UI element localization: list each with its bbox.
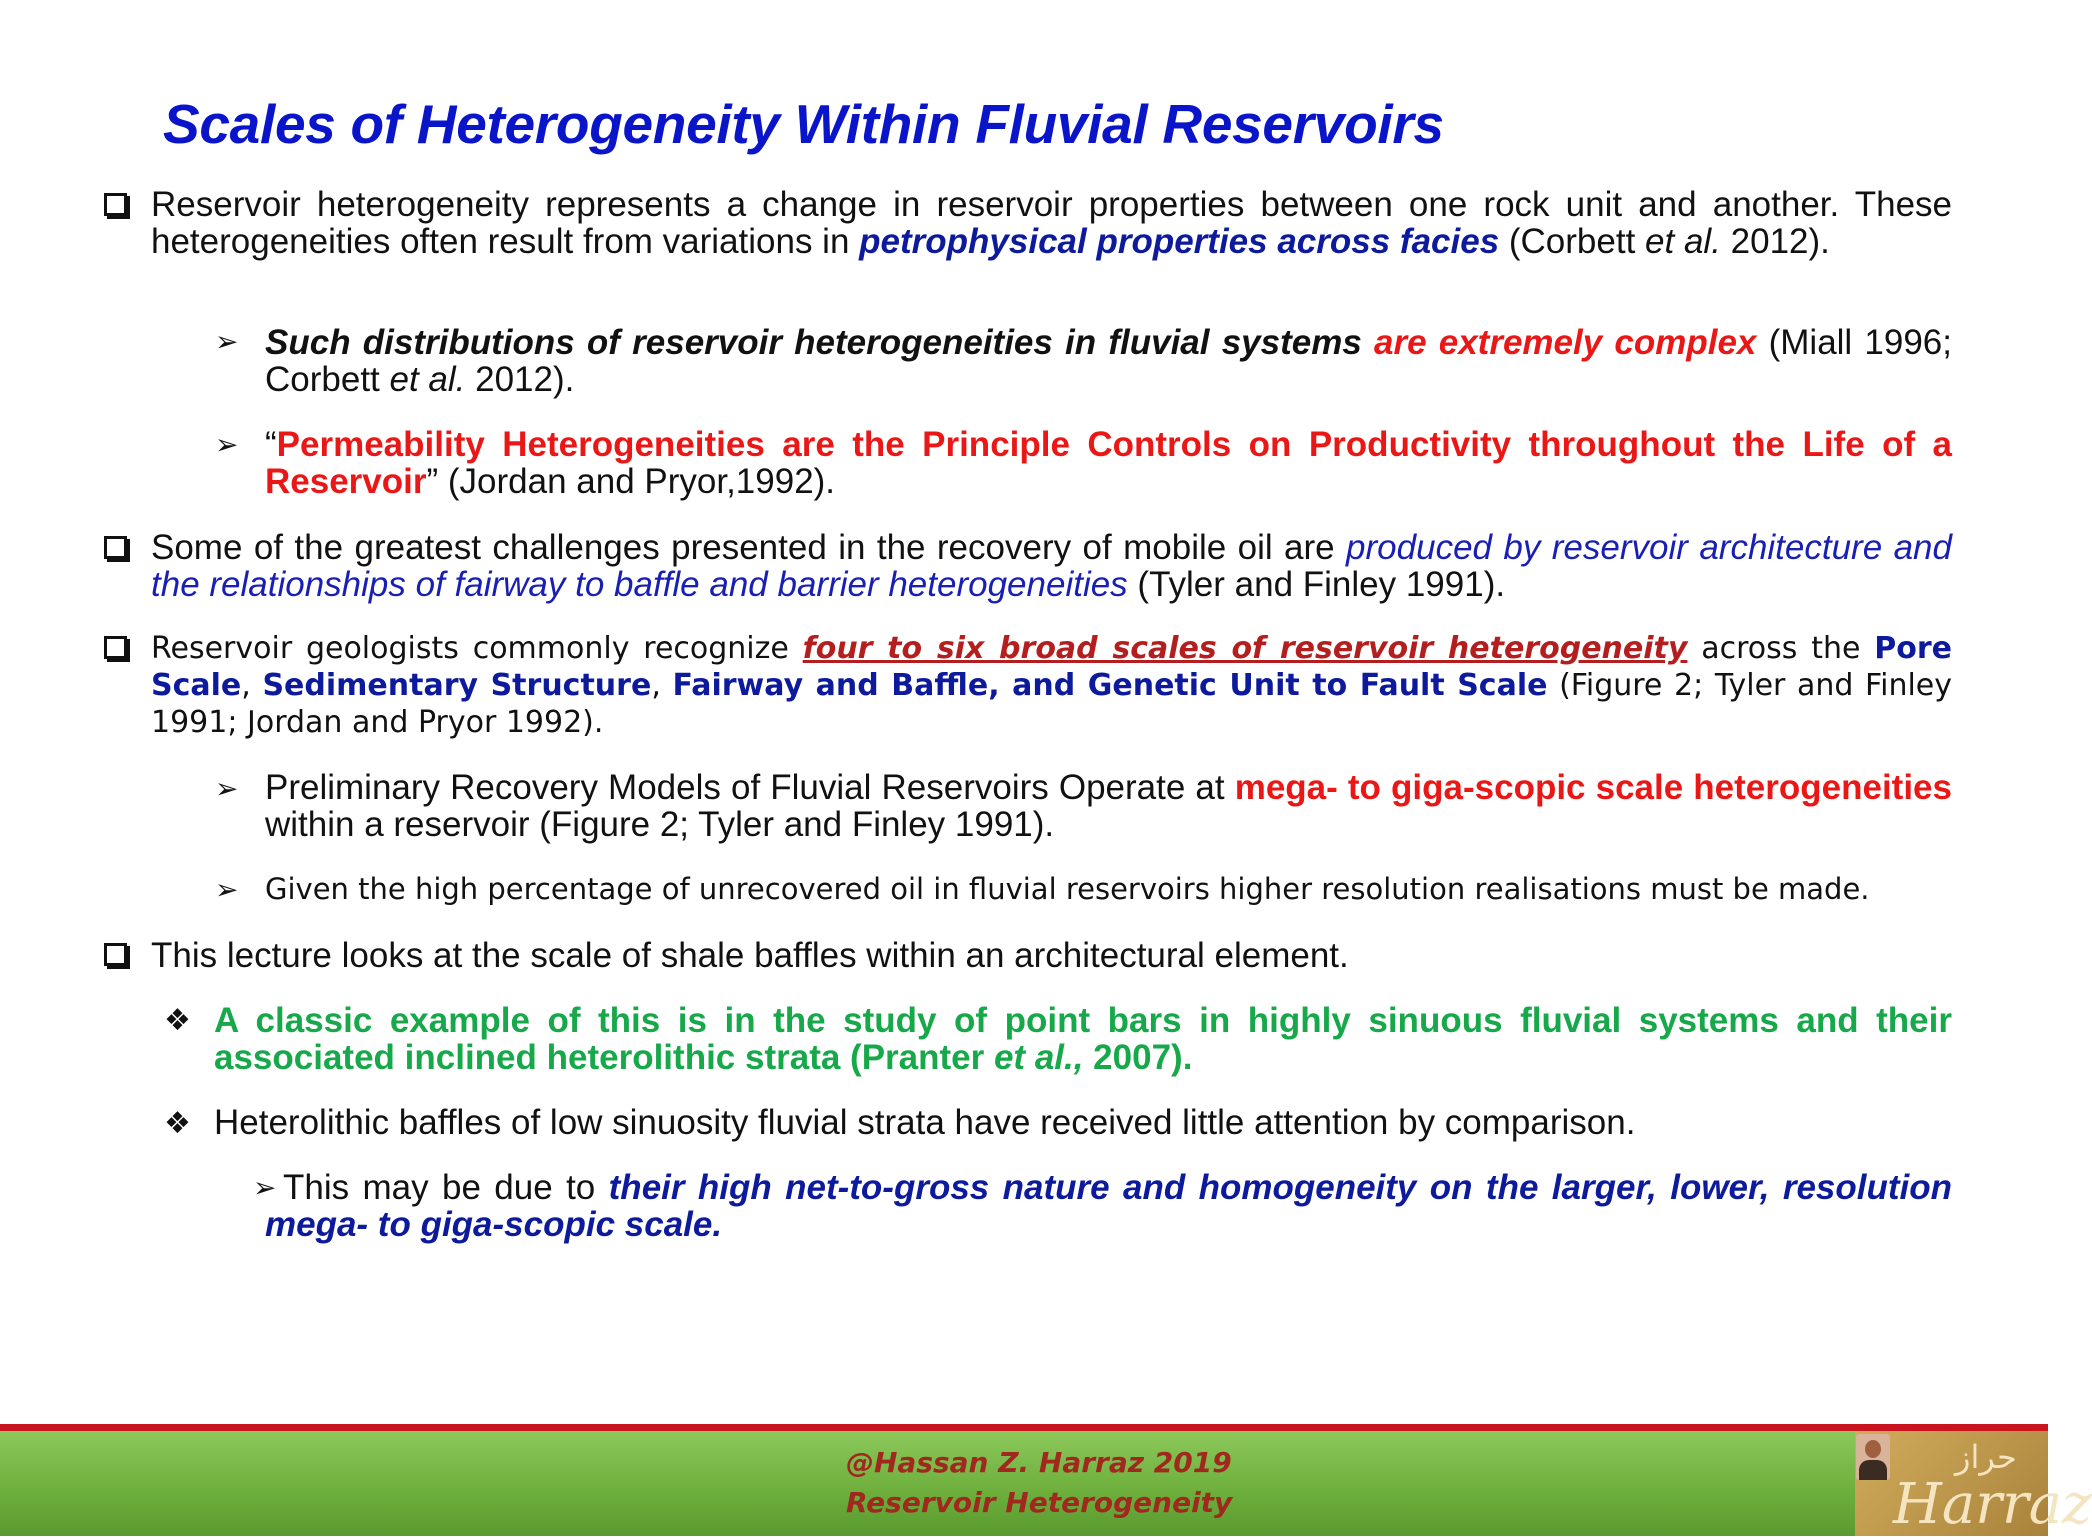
- emphasis: four to six broad scales of reservoir heterogeneity: [802, 631, 1688, 666]
- text: ,: [241, 668, 263, 703]
- diamond-bullet-icon: ❖: [164, 1106, 191, 1141]
- text: et al.: [1645, 222, 1721, 261]
- text: (Figure 2; Tyler and Finley 1991; Jordan and Pryor 1992).: [151, 668, 1953, 740]
- arrow-bullet-icon: ➢: [253, 1171, 277, 1204]
- arrow-bullet-icon: ➢: [215, 873, 239, 906]
- arrow-bullet-icon: ➢: [215, 325, 239, 358]
- paragraph-higher-resolution: [265, 871, 1952, 908]
- text: within a reservoir (Figure 2; Tyler and Finley 1991).: [265, 805, 1055, 844]
- logo-arabic-text: حراز: [1955, 1438, 2017, 1476]
- paragraph-scales-recognized: [151, 630, 1952, 741]
- text: Such distributions of reservoir heterogeneities in fluvial systems: [265, 323, 1374, 362]
- emphasis: Pore Scale: [151, 631, 1952, 703]
- emphasis: are extremely complex: [1374, 323, 1757, 362]
- emphasis: their high net-to-gross nature and homogeneity on the larger, lower, resolution mega- to giga-scopic scale.: [265, 1168, 1952, 1244]
- text: Preliminary Recovery Models of Fluvial Reservoirs Operate at: [265, 768, 1235, 807]
- emphasis: et al.,: [993, 1038, 1084, 1077]
- footer-author: @Hassan Z. Harraz 2019: [846, 1446, 1232, 1479]
- text: across the: [1687, 631, 1875, 666]
- paragraph-permeability-quote: [265, 426, 1952, 500]
- arrow-bullet-icon: ➢: [215, 428, 239, 461]
- square-bullet-icon: [104, 536, 127, 559]
- emphasis: mega- to giga-scopic scale heterogeneities: [1234, 768, 1952, 807]
- text: Reservoir geologists commonly recognize: [151, 631, 803, 666]
- text: Heterolithic baffles of low sinuosity fluvial strata have received little attention by comparison.: [214, 1103, 1636, 1142]
- logo-text: Harraz: [1893, 1472, 2092, 1537]
- square-bullet-icon: [104, 193, 127, 216]
- text: et al.: [389, 360, 466, 399]
- paragraph-heterogeneity-definition: [151, 186, 1952, 260]
- text: 2012).: [465, 360, 575, 399]
- emphasis: Sedimentary Structure: [262, 668, 652, 703]
- diamond-bullet-icon: ❖: [164, 1003, 191, 1038]
- text: Some of the greatest challenges presented in the recovery of mobile oil are: [151, 528, 1347, 567]
- footer-divider: [0, 1424, 2048, 1431]
- paragraph-classic-example: [214, 1002, 1952, 1076]
- text: Given the high percentage of unrecovered oil in fluvial reservoirs higher resolution realisations must be made.: [265, 872, 1870, 906]
- text: 2012).: [1720, 222, 1830, 261]
- footer-topic: Reservoir Heterogeneity: [846, 1486, 1233, 1519]
- slide-title: Scales of Heterogeneity Within Fluvial Reservoirs: [163, 93, 1444, 155]
- arrow-bullet-icon: ➢: [215, 772, 239, 805]
- text: (Tyler and Finley 1991).: [1127, 565, 1506, 604]
- paragraph-low-sinuosity: [214, 1104, 1952, 1141]
- square-bullet-icon: [104, 636, 127, 659]
- paragraph-net-to-gross: [265, 1169, 1952, 1243]
- emphasis: produced by reservoir architecture and the relationships of fairway to baffle and barrier heterogeneities: [151, 528, 1952, 604]
- emphasis: Fairway and Baffle, and Genetic Unit to Fault Scale: [672, 668, 1548, 703]
- text: This lecture looks at the scale of shale baffles within an architectural element.: [151, 936, 1349, 975]
- square-bullet-icon: [104, 943, 127, 966]
- paragraph-lecture-scope: [151, 937, 1952, 974]
- text: (Miall 1996; Corbett: [265, 323, 1952, 399]
- paragraph-greatest-challenges: [151, 529, 1952, 603]
- emphasis: petrophysical properties across facies: [859, 222, 1500, 261]
- text: ” (Jordan and Pryor,1992).: [426, 462, 836, 501]
- emphasis: A classic example of this is in the study of point bars in highly sinuous fluvial systems and their associated inclined heterolithic strata (Pranter: [214, 1001, 1952, 1077]
- emphasis: 2007).: [1083, 1038, 1193, 1077]
- text: ,: [651, 668, 673, 703]
- text: Reservoir heterogeneity represents a change in reservoir properties between one rock unit and another. These heterogeneities often result from variations in: [151, 185, 1952, 261]
- paragraph-complex-distributions: [265, 324, 1952, 398]
- avatar: [1856, 1434, 1890, 1480]
- emphasis: Permeability Heterogeneities are the Principle Controls on Productivity throughout the Life of a Reservoir: [265, 425, 1952, 501]
- text: This may be due to: [283, 1168, 609, 1207]
- paragraph-preliminary-models: [265, 769, 1952, 843]
- text: (Corbett: [1499, 222, 1646, 261]
- text: “: [265, 425, 277, 464]
